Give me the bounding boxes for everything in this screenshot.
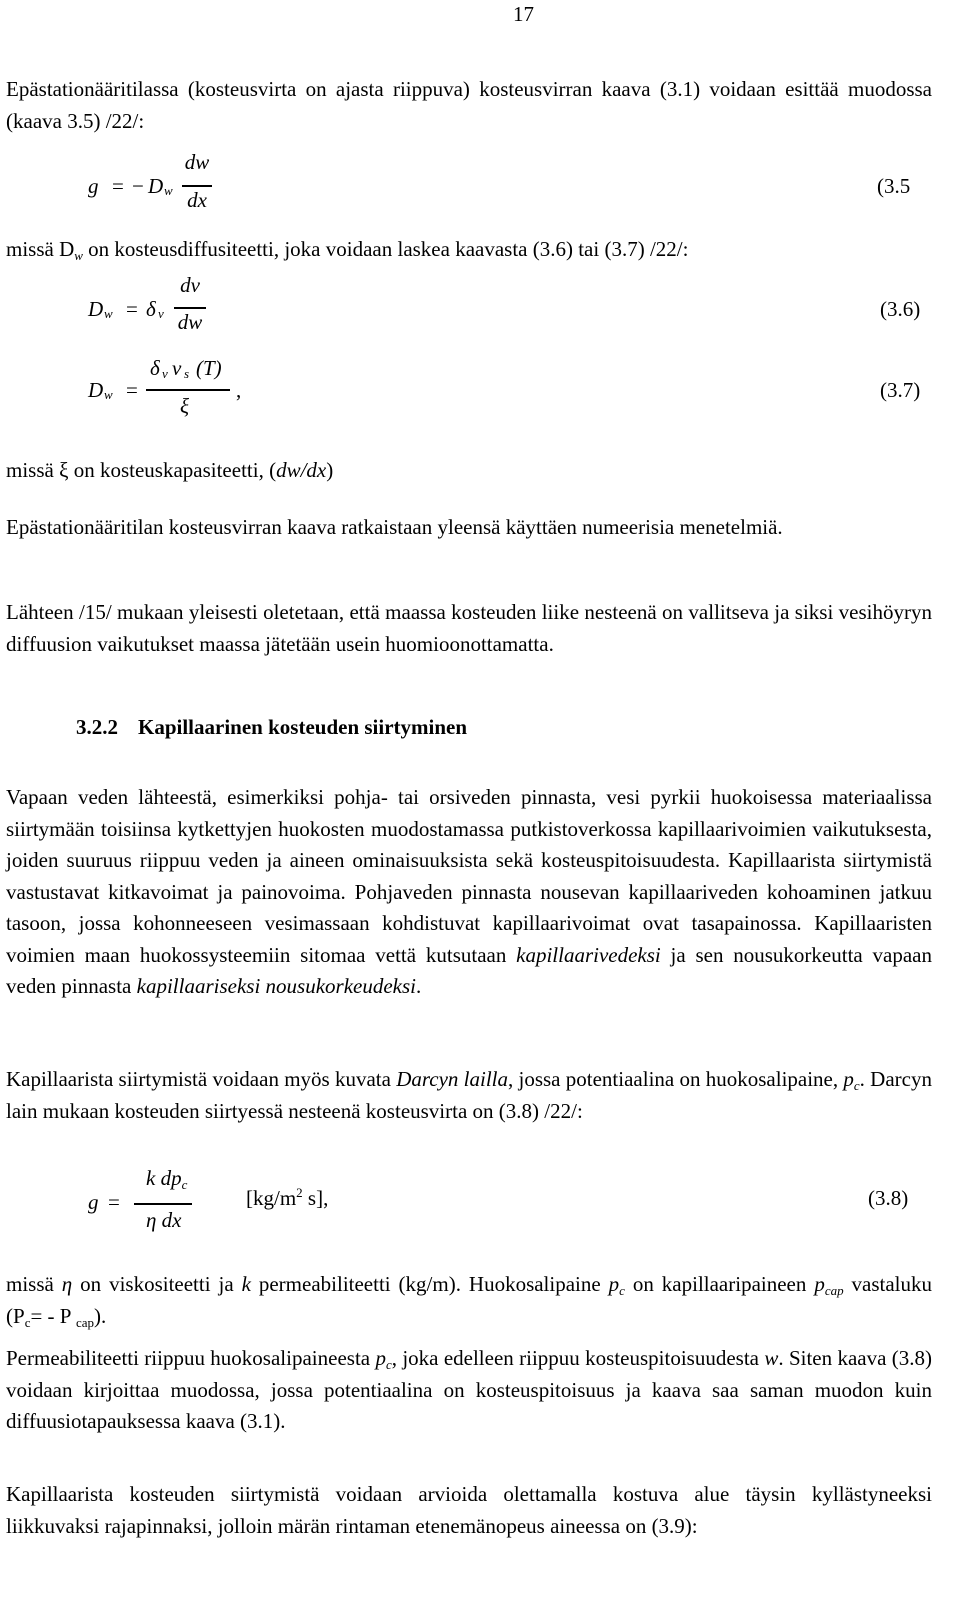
equation-label-3-6: (3.6) (880, 297, 921, 321)
fraction-bar (146, 389, 230, 391)
equation-label-3-7: (3.7) (880, 378, 921, 402)
section-heading (76, 715, 467, 740)
section-title: Kapillaarinen kosteuden siirtyminen (138, 715, 468, 739)
section-number: 3.2.2 (76, 715, 118, 739)
fraction-bar (134, 1203, 192, 1205)
paragraph-dw-definition: missä $D_w$ on kosteusdiffusiteetti, joka voidaan laskea kaavasta (3.6) tai (3.7) /22/: (6, 237, 689, 263)
fraction-bar (182, 185, 212, 187)
paragraph-viscosity: missä η on viskositeetti ja k permeabiliteetti (kg/m). Huokosalipaine $p_c$ on kapillaaripaineen $p_{cap}$ vastaluku ($P_c= - P$ $_{cap}$). (6, 1272, 933, 1330)
paragraph-xi-definition: missä ξ on kosteuskapasiteetti, (dw/dx) (6, 458, 334, 482)
paragraph-intro: Epästationääritilassa (kosteusvirta on ajasta riippuva) kosteusvirran kaava (3.1) voidaan esittää muodossa (kaava 3.5) /22/: (6, 77, 932, 133)
fraction-bar (174, 307, 206, 309)
equation-label-3-8: (3.8) (868, 1186, 909, 1210)
paragraph-permeability: Permeabiliteetti riippuu huokosalipaineesta $p_c$, joka edelleen riippuu kosteuspitoisuudesta w. Siten kaava (3.8) voidaan kirjoittaa muodossa, jossa potentiaalina on kosteuspitoisuus ja kaava saa saman muodon kuin diffuusiotapauksessa kaava (3.1). (6, 1346, 933, 1433)
units: [$kg/m^2$ s], (246, 1185, 329, 1210)
paragraph-source-15: Lähteen /15/ mukaan yleisesti oletetaan, että maassa kosteuden liike nesteenä on vallitseva ja siksi vesihöyryn diffuusion vaikutukset maassa jätetään usein huomioonottamatta. (6, 600, 932, 656)
paragraph-capillary: Vapaan veden lähteestä, esimerkiksi pohja- tai orsiveden pinnasta, vesi pyrkii huokoisessa materiaalissa siirtymään toisiinsa kytkettyjen huokosten muodostamassa putkistoverkossa kapillaarivoimien vaikutuksesta, joiden suuruus riippuu veden ja aineen ominaisuuksista sekä kosteuspitoisuudesta. Kapillaarista siirtymistä vastustavat kitkavoimat ja painovoima. Pohjaveden pinnasta nousevan kapillaariveden kohoaminen jatkuu tasoon, jossa kohonneeseen vesimassaan kohdistuvat kapillaarivoimat ovat tasapainossa. Kapillaaristen voimien maan huokossysteemiin sitomaa vettä kutsutaan kapillaarivedeksi ja sen nousukorkeutta vapaan veden pinnasta kapillaariseksi nousukorkeudeksi. (6, 785, 932, 998)
paragraph-numerical-methods: Epästationääritilan kosteusvirran kaava ratkaistaan yleensä käyttäen numeerisia menetelmiä. (6, 515, 783, 539)
equation-label-3-5: (3.5 (877, 174, 911, 198)
page-number: 17 (513, 2, 534, 26)
paragraph-darcy: Kapillaarista siirtymistä voidaan myös kuvata Darcyn lailla, jossa potentiaalina on huokosalipaine, $p_c$. Darcyn lain mukaan kosteuden siirtyessä nesteenä kosteusvirta on (3.8) /22/: (6, 1067, 932, 1123)
paragraph-wetting-front: Kapillaarista kosteuden siirtymistä voidaan arvioida olettamalla kostuva alue täysin kyllästyneeksi liikkuvaksi rajapinnaksi, jolloin märän rintaman etenemänopeus aineessa on (3.9): (6, 1482, 932, 1538)
